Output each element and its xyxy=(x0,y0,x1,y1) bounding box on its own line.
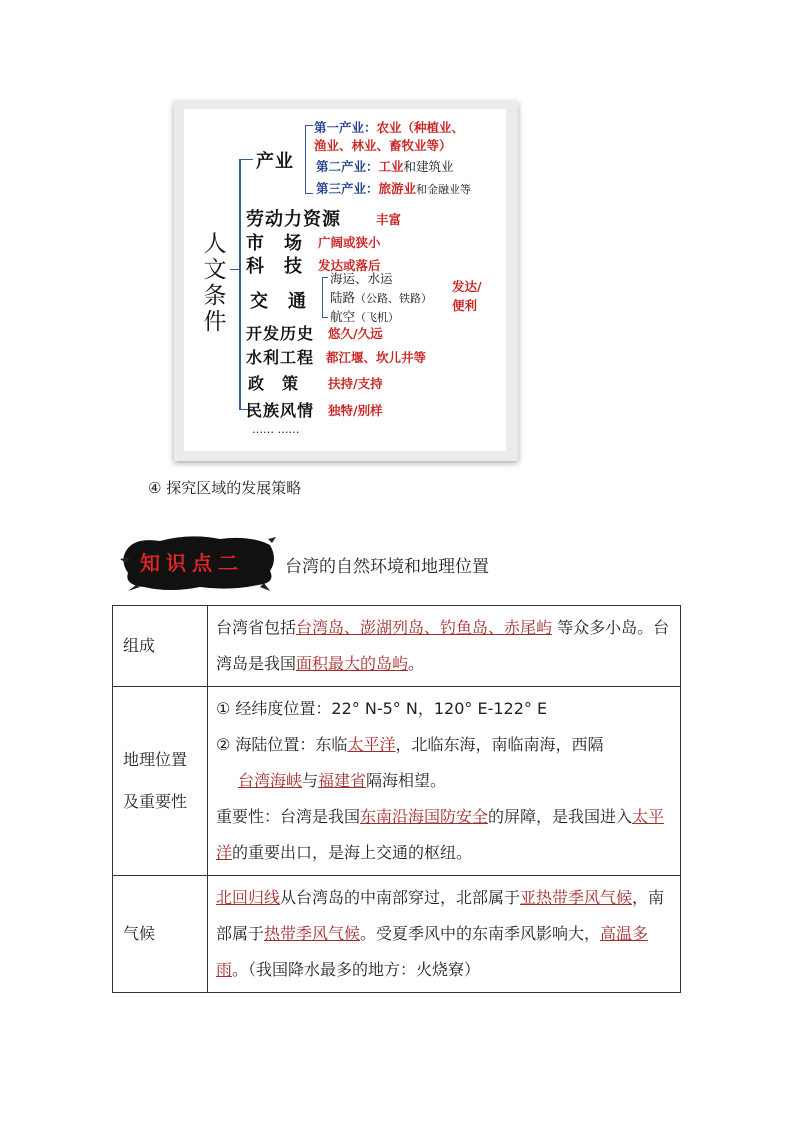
figure-frame xyxy=(174,101,518,461)
badge-text: 知识点二 xyxy=(140,551,244,575)
main-brace-line xyxy=(239,159,241,409)
customs-value: 独特/别样 xyxy=(328,403,383,418)
industry-label: 产业 xyxy=(256,151,294,172)
table-row xyxy=(113,606,681,687)
knowledge-point-badge xyxy=(120,531,276,593)
labor-label: 劳动力资源 xyxy=(246,209,341,230)
transport-sea: 海运、水运 xyxy=(330,271,393,286)
history-label: 开发历史 xyxy=(246,324,315,343)
market-value: 广阔或狭小 xyxy=(318,235,381,250)
row-label: 组成 xyxy=(113,606,208,687)
row-content: 台湾省包括台湾岛、澎湖列岛、钓鱼岛、赤尾屿 等众多小岛。台湾岛是我国面积最大的岛屿。 xyxy=(208,606,681,687)
row-label: 气候 xyxy=(113,876,208,993)
tech-label: 科 技 xyxy=(246,256,303,277)
section-title: 台湾的自然环境和地理位置 xyxy=(285,557,489,577)
water-label: 水利工程 xyxy=(246,348,315,367)
industry-brace xyxy=(305,125,306,193)
table-row xyxy=(113,687,681,876)
transport-value-1: 发达/ xyxy=(452,279,482,294)
row-content: ① 经纬度位置：22° N-5° N，120° E-122° E ② 海陆位置：东临太平洋，北临东海，南临南海，西隔 台湾海峡与福建省隔海相望。 重要性：台湾是我国东南沿海国防安全的屏障，是我国进入太平洋的重要出口，是海上交通的枢纽。 xyxy=(208,687,681,876)
industry-brace-top xyxy=(305,125,313,126)
mind-map xyxy=(184,109,506,451)
policy-value: 扶持/支持 xyxy=(328,376,383,391)
industry-brace-bottom xyxy=(305,193,313,194)
ellipsis: …… …… xyxy=(252,423,300,436)
water-value: 都江堰、坎儿井等 xyxy=(326,350,427,365)
primary-industry-cont: 渔业、林业、畜牧业等） xyxy=(314,138,452,153)
row-label: 地理位置 及重要性 xyxy=(113,687,208,876)
secondary-industry: 第二产业：工业和建筑业 xyxy=(316,159,454,174)
market-label: 市 场 xyxy=(246,233,303,254)
brace-middle-tick xyxy=(230,269,240,270)
tech-value: 发达或落后 xyxy=(318,258,381,273)
transport-brace-bottom xyxy=(322,317,328,318)
taiwan-info-table xyxy=(112,605,681,993)
transport-value-2: 便利 xyxy=(452,298,478,313)
table-row xyxy=(113,876,681,993)
transport-land: 陆路（公路、铁路） xyxy=(330,290,433,305)
vertical-title: 人 文 条 件 xyxy=(203,231,227,335)
primary-industry: 第一产业：农业（种植业、 xyxy=(314,120,465,135)
customs-label: 民族风情 xyxy=(246,401,315,420)
row-content: 北回归线从台湾岛的中南部穿过，北部属于亚热带季风气候，南部属于热带季风气候。受夏季风中的东南季风影响大，高温多雨。（我国降水最多的地方：火烧寮） xyxy=(208,876,681,993)
tertiary-industry: 第三产业：旅游业和金融业等 xyxy=(316,181,472,196)
transport-brace xyxy=(322,277,323,317)
brace-top-tick xyxy=(239,159,253,160)
labor-value: 丰富 xyxy=(376,212,402,227)
caption: ④ 探究区域的发展策略 xyxy=(148,479,302,497)
history-value: 悠久/久远 xyxy=(328,326,383,341)
policy-label: 政 策 xyxy=(248,374,300,393)
transport-air: 航空（飞机） xyxy=(330,309,400,324)
transport-label: 交 通 xyxy=(250,291,307,312)
transport-brace-top xyxy=(322,277,328,278)
